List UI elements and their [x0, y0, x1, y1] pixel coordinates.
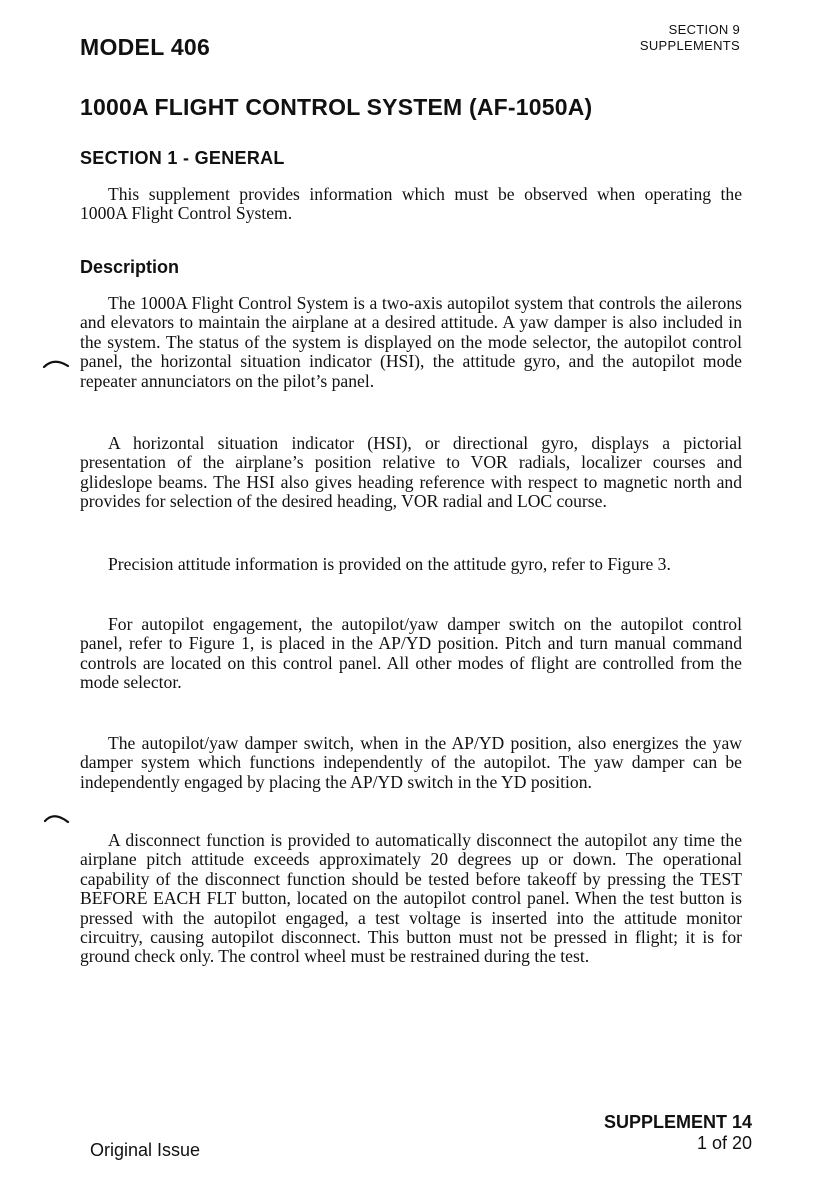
page-number: 1 of 20 [696, 1133, 752, 1153]
supplement-footer [604, 1112, 752, 1154]
section-name: SUPPLEMENTS [639, 38, 740, 53]
page-title: 1000A FLIGHT CONTROL SYSTEM (AF-1050A) [80, 94, 593, 120]
paragraph-system-overview: The 1000A Flight Control System is a two-axis autopilot system that controls the ailerons and elevators to maintain the airplane at a desired attitude. A yaw damper is also included in the system. The status of the system is displayed on the mode selector, the autopilot control panel, the horizontal situation indicator (HSI), the attitude gyro, and the autopilot mode repeater annunciators on the pilot’s panel. [80, 293, 742, 391]
paragraph-engagement: For autopilot engagement, the autopilot/yaw damper switch on the autopilot control panel, refer to Figure 1, is placed in the AP/YD position. Pitch and turn manual command controls are located on this control panel. All other modes of flight are controlled from the mode selector. [80, 614, 742, 693]
issue-label: Original Issue [90, 1140, 201, 1160]
intro-paragraph: This supplement provides information which must be observed when operating the 1000A Flight Control System. [80, 184, 742, 224]
revision-mark-icon [42, 356, 72, 370]
section-header [640, 22, 740, 54]
revision-mark-icon [42, 810, 72, 824]
paragraph-yaw-damper: The autopilot/yaw damper switch, when in the AP/YD position, also energizes the yaw damper system which functions independently of the autopilot. The yaw damper can be independently engaged by placing the AP/YD switch in the YD position. [80, 733, 742, 792]
paragraph-attitude: Precision attitude information is provided on the attitude gyro, refer to Figure 3. [108, 554, 671, 574]
description-heading: Description [80, 257, 180, 277]
paragraph-hsi: A horizontal situation indicator (HSI), or directional gyro, displays a pictorial presentation of the airplane’s position relative to VOR radials, localizer courses and glideslope beams. The HSI also gives heading reference with respect to magnetic north and provides for selection of the desired heading, VOR radial and LOC course. [80, 433, 742, 512]
paragraph-disconnect: A disconnect function is provided to automatically disconnect the autopilot any time the airplane pitch attitude exceeds approximately 20 degrees up or down. The operational capability of the disconnect function should be tested before takeoff by pressing the TEST BEFORE EACH FLT button, located on the autopilot control panel. When the test button is pressed with the autopilot engaged, a test voltage is inserted into the attitude monitor circuitry, causing autopilot disconnect. This button must not be pressed in flight; it is for ground check only. The control wheel must be restrained during the test. [80, 830, 742, 967]
section-number: SECTION 9 [668, 22, 740, 37]
section1-heading: SECTION 1 - GENERAL [80, 148, 285, 168]
supplement-number: SUPPLEMENT 14 [603, 1112, 752, 1132]
model-label: MODEL 406 [80, 34, 211, 60]
